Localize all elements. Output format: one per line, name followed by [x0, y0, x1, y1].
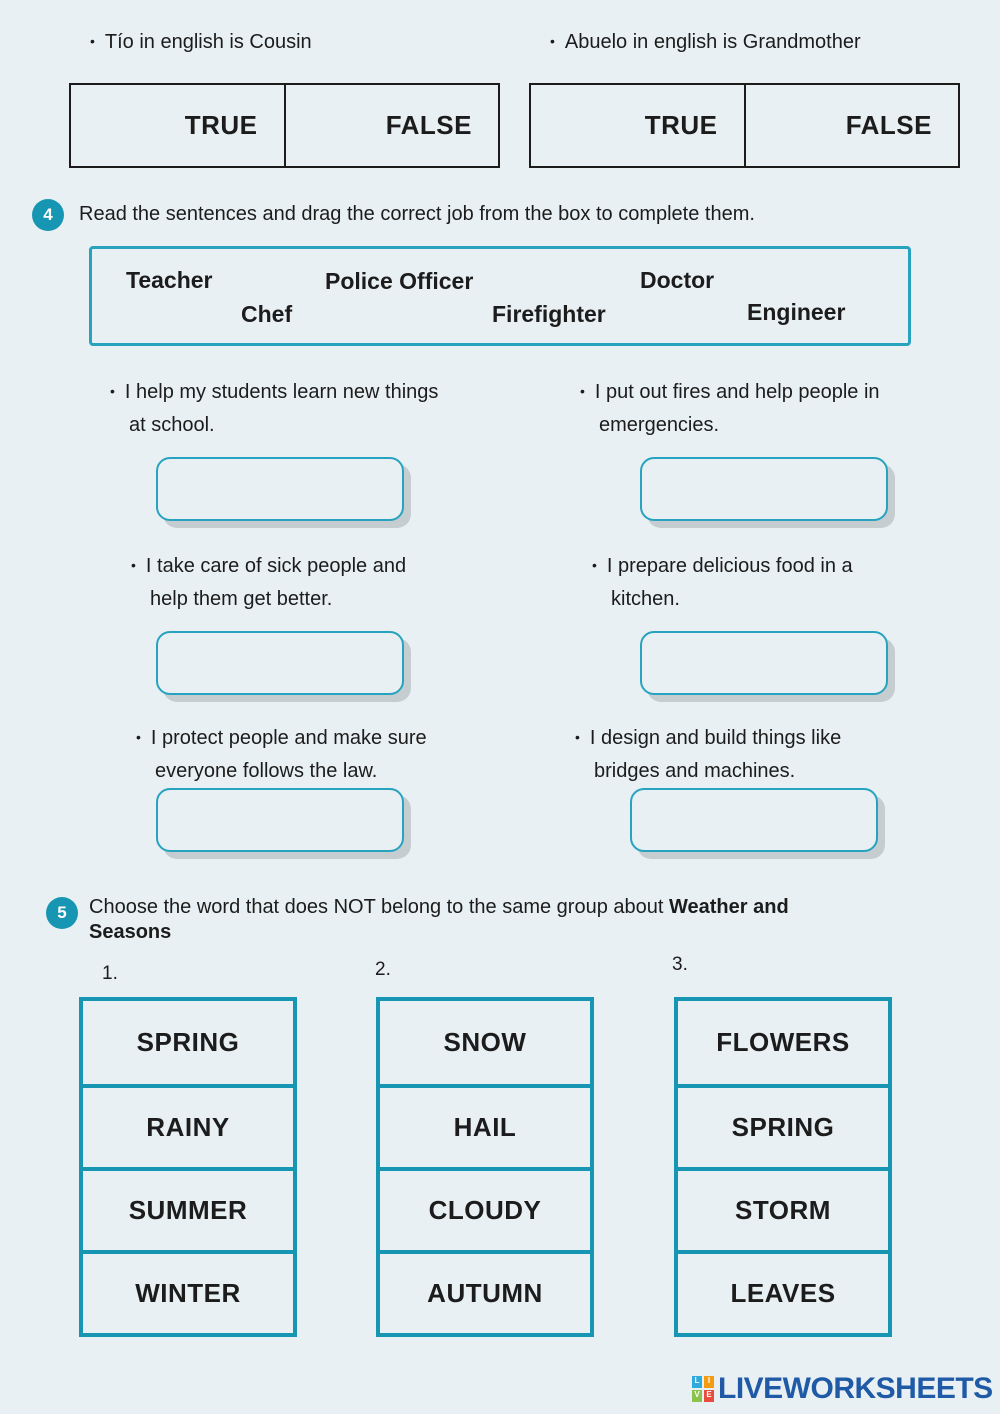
answer-drop-field-6[interactable] — [630, 788, 878, 852]
true-option[interactable]: TRUE — [644, 110, 718, 140]
sentence-1-line-2: at school. — [129, 414, 215, 436]
word-option[interactable]: SNOW — [443, 1027, 527, 1057]
word-group-1 — [79, 997, 297, 1337]
job-police-officer[interactable]: Police Officer — [325, 268, 474, 294]
sentence-5-line-2: everyone follows the law. — [155, 760, 378, 782]
word-option[interactable]: CLOUDY — [380, 1167, 590, 1250]
answer-drop-field-1[interactable] — [156, 457, 404, 521]
section-number-5: 5 — [46, 897, 78, 929]
sentence-5 — [136, 722, 427, 787]
statement-1: • Tío in english is Cousin — [90, 26, 312, 59]
true-false-box-2 — [529, 83, 960, 168]
true-option[interactable]: TRUE — [184, 110, 258, 140]
word-option[interactable]: AUTUMN — [380, 1250, 590, 1333]
word-group-2 — [376, 997, 594, 1337]
sentence-1 — [110, 376, 438, 441]
true-false-box-1 — [69, 83, 500, 168]
logo-mark-letter-l: L — [692, 1376, 702, 1388]
group-1-label: 1. — [102, 963, 118, 984]
sentence-6-line-1: • I design and build things like — [575, 727, 841, 749]
word-option[interactable]: SPRING — [136, 1027, 240, 1057]
sentence-2 — [580, 376, 880, 441]
job-doctor[interactable]: Doctor — [640, 267, 715, 293]
job-word-bank — [89, 246, 911, 346]
sentence-2-line-1: • I put out fires and help people in — [580, 381, 880, 403]
sentence-1-line-1: • I help my students learn new things — [110, 381, 438, 403]
answer-drop-field-5[interactable] — [156, 788, 404, 852]
sentence-6 — [575, 722, 841, 787]
false-option[interactable]: FALSE — [744, 85, 959, 166]
group-3-label: 3. — [672, 954, 688, 975]
word-option[interactable]: WINTER — [83, 1250, 293, 1333]
liveworksheets-logo-icon — [692, 1376, 714, 1402]
logo-mark-letter-v: V — [692, 1390, 702, 1402]
sentence-3-line-1: • I take care of sick people and — [131, 555, 406, 577]
section-number-4: 4 — [32, 199, 64, 231]
word-option[interactable]: LEAVES — [678, 1250, 888, 1333]
section-5-instruction — [89, 895, 929, 945]
sentence-5-line-1: • I protect people and make sure — [136, 727, 427, 749]
sentence-3-line-2: help them get better. — [150, 588, 333, 610]
sentence-4 — [592, 550, 853, 615]
job-engineer[interactable]: Engineer — [747, 299, 846, 325]
sentence-6-line-2: bridges and machines. — [594, 760, 796, 782]
answer-drop-field-4[interactable] — [640, 631, 888, 695]
job-firefighter[interactable]: Firefighter — [492, 301, 606, 327]
section-4-instruction: Read the sentences and drag the correct job from the box to complete them. — [79, 203, 755, 225]
sentence-3 — [131, 550, 406, 615]
instruction-text: Choose the word that does NOT belong to the same group about — [89, 896, 669, 918]
group-2-label: 2. — [375, 959, 391, 980]
statement-2: • Abuelo in english is Grandmother — [550, 26, 861, 59]
liveworksheets-logo — [692, 1372, 993, 1406]
word-option[interactable]: FLOWERS — [716, 1027, 850, 1057]
logo-mark-letter-e: E — [704, 1390, 714, 1402]
answer-drop-field-2[interactable] — [640, 457, 888, 521]
word-option[interactable]: SPRING — [678, 1084, 888, 1167]
liveworksheets-logo-text: LIVEWORKSHEETS — [718, 1372, 993, 1405]
word-group-3 — [674, 997, 892, 1337]
word-option[interactable]: STORM — [678, 1167, 888, 1250]
sentence-2-line-2: emergencies. — [599, 414, 720, 436]
false-option[interactable]: FALSE — [284, 85, 499, 166]
logo-mark-letter-i: I — [704, 1376, 714, 1388]
instruction-bold-topic-1: Weather and — [669, 896, 789, 918]
word-option[interactable]: SUMMER — [83, 1167, 293, 1250]
word-option[interactable]: RAINY — [83, 1084, 293, 1167]
answer-drop-field-3[interactable] — [156, 631, 404, 695]
instruction-bold-topic-2: Seasons — [89, 921, 172, 943]
job-chef[interactable]: Chef — [241, 301, 293, 327]
job-teacher[interactable]: Teacher — [126, 267, 213, 293]
sentence-4-line-2: kitchen. — [611, 588, 680, 610]
sentence-4-line-1: • I prepare delicious food in a — [592, 555, 853, 577]
word-option[interactable]: HAIL — [380, 1084, 590, 1167]
